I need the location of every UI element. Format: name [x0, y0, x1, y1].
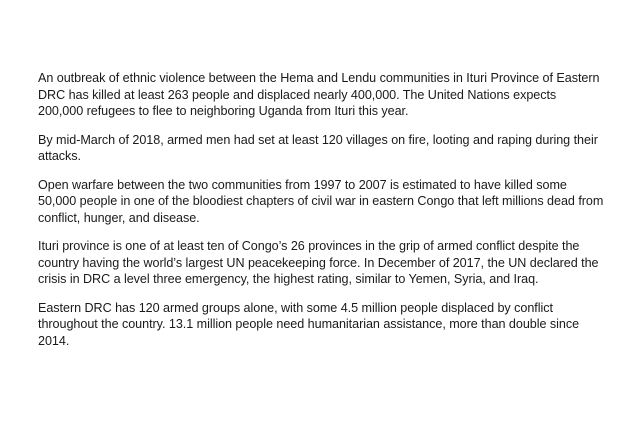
paragraph-villages-burned: By mid-March of 2018, armed men had set at least 120 villages on fire, looting and raping during their attacks. — [38, 132, 598, 163]
paragraph-open-warfare: Open warfare between the two communities from 1997 to 2007 is estimated to have killed some 50,000 people in one of the bloodiest chapters of civil war in eastern Congo that left millions dead from conflict, hunger, and disease. — [38, 177, 604, 225]
paragraph-armed-groups: Eastern DRC has 120 armed groups alone, with some 4.5 million people displaced by conflict throughout the country. 13.1 million people need humanitarian assistance, more than double since 2014. — [38, 300, 580, 348]
paragraph-outbreak: An outbreak of ethnic violence between the Hema and Lendu communities in Ituri Province of Eastern DRC has killed at least 263 people and displaced nearly 400,000. The United Nations expects 200,000 refugees to flee to neighboring Uganda from Ituri this year. — [38, 71, 600, 118]
article-body — [38, 70, 604, 361]
paragraph-ituri-province: Ituri province is one of at least ten of Congo’s 26 provinces in the grip of armed conflict despite the country having the world’s largest UN peacekeeping force. In December of 2017, the UN declared the crisis in DRC a level three emergency, the highest rating, similar to Yemen, Syria, and Iraq. — [38, 239, 599, 286]
